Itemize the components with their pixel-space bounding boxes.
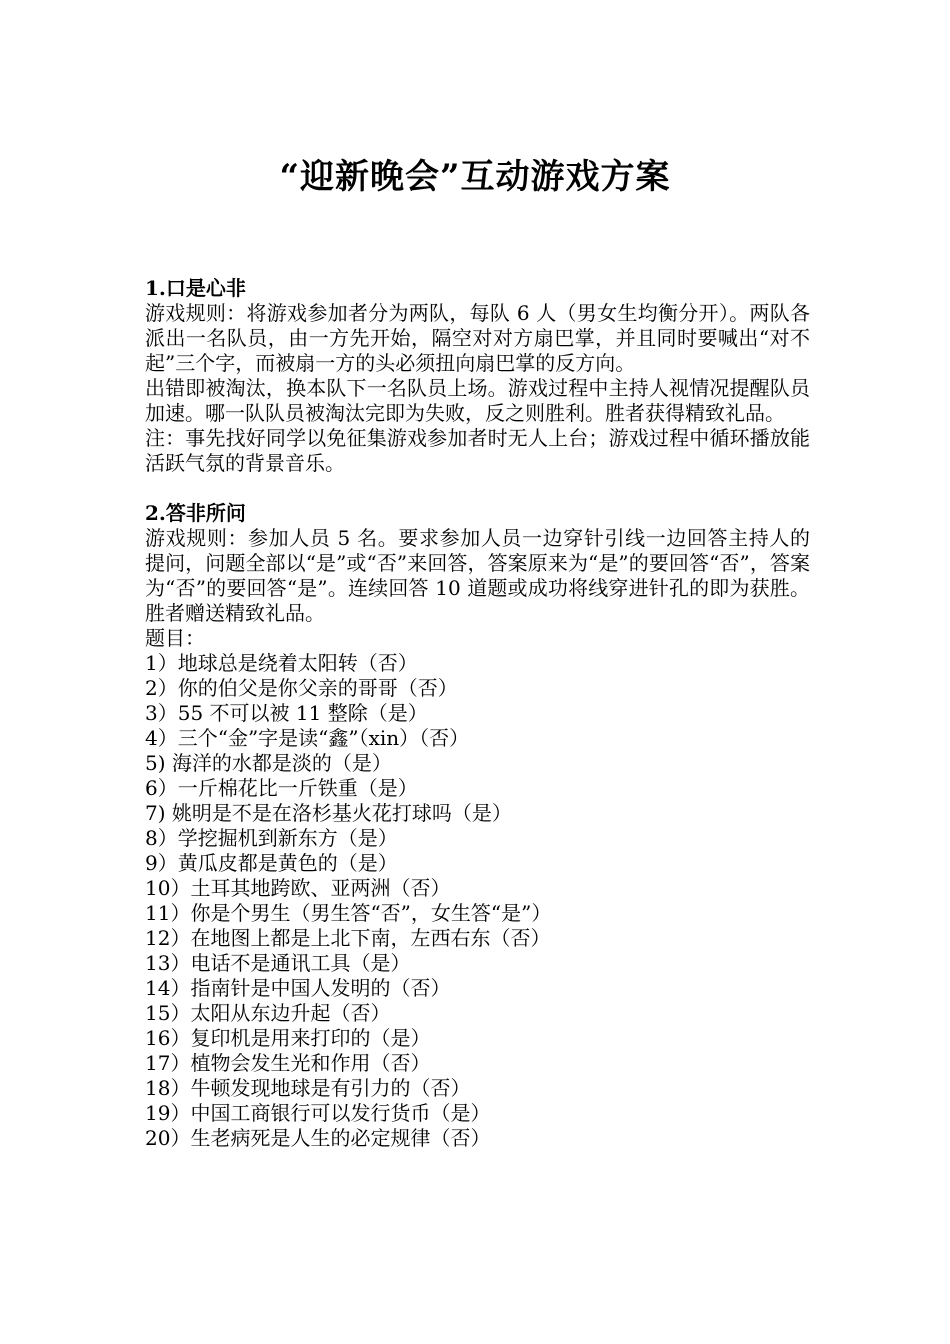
section-heading: 1.口是心非: [145, 276, 246, 300]
list-item: 16）复印机是用来打印的（是）: [145, 1026, 431, 1050]
document-title: “迎新晚会”互动游戏方案: [279, 157, 671, 197]
list-item: 4）三个“金”字是读“鑫”（xin）（否）: [145, 726, 470, 750]
list-item: 13）电话不是通讯工具（是）: [145, 951, 411, 975]
elimination-paragraph: 出错即被淘汰，换本队下一名队员上场。游戏过程中主持人视情况提醒队员加速。哪一队队员被淘汰完即为失败，反之则胜利。胜者获得精致礼品。: [145, 376, 810, 425]
list-item: 10）土耳其地跨欧、亚两洲（否）: [145, 876, 451, 900]
list-item: 14）指南针是中国人发明的（否）: [145, 976, 451, 1000]
list-item: 15）太阳从东边升起（否）: [145, 1001, 391, 1025]
list-item: 5) 海洋的水都是淡的（是）: [145, 751, 392, 775]
list-item: 19）中国工商银行可以发行货币（是）: [145, 1101, 491, 1125]
section-spacer: [145, 476, 810, 501]
list-item: 20）生老病死是人生的必定规律（否）: [145, 1126, 491, 1150]
rules-paragraph: 游戏规则：将游戏参加者分为两队，每队 6 人（男女生均衡分开）。两队各派出一名队员，由一方先开始，隔空对对方扇巴掌，并且同时要喊出“对不起”三个字，而被扇一方的头必须扭向扇巴掌的反方向。: [145, 301, 810, 375]
document-body: [145, 276, 810, 1151]
list-item: 12）在地图上都是上北下南，左西右东（否）: [145, 926, 551, 950]
list-item: 17）植物会发生光和作用（否）: [145, 1051, 431, 1075]
list-item: 8）学挖掘机到新东方（是）: [145, 826, 398, 850]
list-item: 3）55 不可以被 11 整除（是）: [145, 701, 428, 725]
list-item: 18）牛顿发现地球是有引力的（否）: [145, 1076, 471, 1100]
section-da-fei-suo-wen: [145, 501, 810, 1151]
list-item: 11）你是个男生（男生答“否”，女生答“是”）: [145, 901, 552, 925]
questions-label: 题目：: [145, 626, 205, 650]
list-item: 1）地球总是绕着太阳转（否）: [145, 651, 418, 675]
rules-paragraph: 游戏规则：参加人员 5 名。要求参加人员一边穿针引线一边回答主持人的提问，问题全部以“是”或“否”来回答，答案原来为“是”的要回答“否”，答案为“否”的要回答“是”。连续回答 10 道题或成功将线穿进针孔的即为获胜。胜者赠送精致礼品。: [145, 526, 810, 625]
note-paragraph: 注：事先找好同学以免征集游戏参加者时无人上台；游戏过程中循环播放能活跃气氛的背景音乐。: [145, 426, 810, 475]
section-kou-shi-xin-fei: [145, 276, 810, 476]
list-item: 2）你的伯父是你父亲的哥哥（否）: [145, 676, 458, 700]
list-item: 6）一斤棉花比一斤铁重（是）: [145, 776, 418, 800]
section-heading: 2.答非所问: [145, 501, 246, 525]
questions-list: [145, 651, 810, 1151]
list-item: 7) 姚明是不是在洛杉基火花打球吗（是）: [145, 801, 512, 825]
list-item: 9）黄瓜皮都是黄色的（是）: [145, 851, 398, 875]
